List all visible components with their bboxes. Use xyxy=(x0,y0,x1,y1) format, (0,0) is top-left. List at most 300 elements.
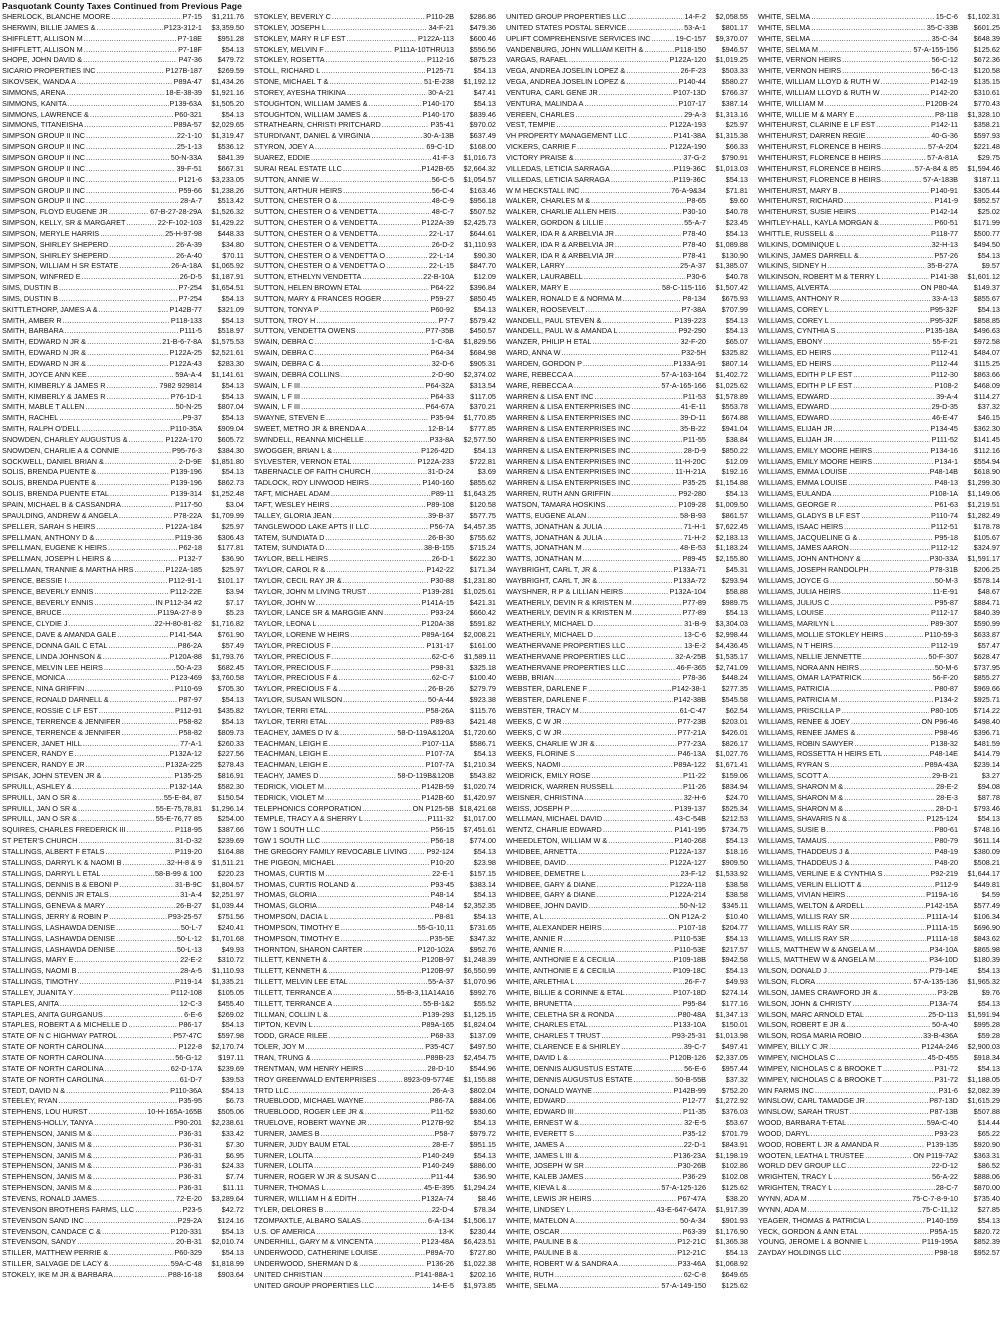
dot-leader xyxy=(290,1086,431,1097)
tax-amount: $1,973.85 xyxy=(463,1280,496,1290)
dot-leader xyxy=(301,402,425,413)
parcel-number: 43-E-647-647A xyxy=(656,1204,706,1214)
parcel-number: 13-C-6 xyxy=(683,630,706,640)
dot-leader xyxy=(88,370,174,381)
parcel-number: P12-21C xyxy=(677,1237,706,1247)
dot-leader xyxy=(60,999,179,1010)
tax-entry xyxy=(254,1140,496,1151)
dot-leader xyxy=(580,186,670,197)
dot-leader xyxy=(352,457,416,468)
dot-leader xyxy=(78,814,155,825)
parcel-number: P119-195A xyxy=(922,1237,958,1247)
owner-name: SIMPSON, SHIRLEY SHEPERD xyxy=(2,250,109,260)
tax-amount: $125.62 xyxy=(973,44,1000,54)
owner-name: SOLIS, BRENDA PUENTE & xyxy=(2,467,97,477)
tax-amount: $54.13 xyxy=(221,1085,244,1095)
tax-amount: $54.13 xyxy=(473,890,496,900)
tax-entry xyxy=(2,240,244,251)
owner-name: SIMS, DUSTIN B xyxy=(2,283,58,293)
dot-leader xyxy=(321,1129,434,1140)
tax-entry xyxy=(506,739,748,750)
owner-name: WILLIAMS, THADDEUS J & xyxy=(758,857,850,867)
dot-leader xyxy=(110,890,179,901)
parcel-number: P60-329 xyxy=(174,1248,202,1258)
tax-amount: $1,770.85 xyxy=(463,413,496,423)
tax-amount: $384.30 xyxy=(217,445,244,455)
tax-amount: $2,425.73 xyxy=(463,218,496,228)
tax-amount: $1,385.07 xyxy=(715,261,748,271)
tax-entry xyxy=(758,1151,1000,1162)
dot-leader xyxy=(862,554,929,565)
tax-amount: $3.94 xyxy=(225,586,244,596)
dot-leader xyxy=(580,1118,683,1129)
tax-amount: $577.49 xyxy=(973,901,1000,911)
owner-name: STALLINGS, LASHAWDA DENISE xyxy=(2,933,116,943)
tax-entry xyxy=(2,1194,244,1205)
parcel-number: 31-D-24 xyxy=(427,467,454,477)
parcel-number: P35-41 xyxy=(430,120,454,130)
tax-entry xyxy=(2,1140,244,1151)
tax-entry xyxy=(254,153,496,164)
dot-leader xyxy=(379,240,431,251)
tax-amount: $1,315.38 xyxy=(715,131,748,141)
dot-leader xyxy=(555,673,682,684)
tax-amount: $5.23 xyxy=(225,608,244,618)
tax-entry xyxy=(758,196,1000,207)
tax-amount: $1,183.24 xyxy=(715,543,748,553)
tax-amount: $54.13 xyxy=(221,467,244,477)
dot-leader xyxy=(93,1183,177,1194)
dot-leader xyxy=(129,435,165,446)
dot-leader xyxy=(95,533,174,544)
owner-name: WILSON, FLORA xyxy=(758,977,816,987)
tax-entry xyxy=(506,533,748,544)
owner-name: WARE, REBECCA A xyxy=(506,380,574,390)
owner-name: SMITH, EDWARD N JR & xyxy=(2,337,87,347)
dot-leader xyxy=(876,955,928,966)
tax-entry xyxy=(2,1020,244,1031)
dot-leader xyxy=(865,901,924,912)
tax-amount: $1,282.49 xyxy=(967,510,1000,520)
owner-name: WILLIAMS, ED HEIRS xyxy=(758,348,832,358)
tax-amount: $54.13 xyxy=(221,716,244,726)
tax-entry xyxy=(758,294,1000,305)
tax-amount: $731.65 xyxy=(469,922,496,932)
tax-amount: $180.39 xyxy=(973,955,1000,965)
owner-name: WILLIAMS, LOUISE xyxy=(758,608,824,618)
tax-entry xyxy=(758,55,1000,66)
tax-entry xyxy=(254,598,496,609)
dot-leader xyxy=(863,673,932,684)
tax-amount: $90.30 xyxy=(473,250,496,260)
dot-leader xyxy=(591,196,685,207)
owner-name: SIMPSON GROUP II INC xyxy=(2,174,85,184)
tax-entry xyxy=(758,912,1000,923)
parcel-number: P80-61 xyxy=(934,825,958,835)
dot-leader xyxy=(576,1216,679,1227)
dot-leader xyxy=(123,858,166,869)
owner-name: WHIDBEE, GARY & DIANE xyxy=(506,890,596,900)
tax-amount: $884.06 xyxy=(469,1096,496,1106)
parcel-number: P122A-214 xyxy=(669,890,706,900)
tax-entry xyxy=(506,110,748,121)
owner-name: SPAIN, MICHAEL B & CASSANDRA xyxy=(2,499,121,509)
tax-amount: $150.54 xyxy=(217,792,244,802)
owner-name: TALLEY, GLORIA JEAN xyxy=(254,510,332,520)
tax-entry xyxy=(254,847,496,858)
tax-amount: $7,622.45 xyxy=(715,521,748,531)
dot-leader xyxy=(603,533,682,544)
dot-leader xyxy=(311,153,432,164)
parcel-number: P93-24 xyxy=(430,608,454,618)
parcel-number: P123-312-1 xyxy=(163,22,202,32)
owner-name: STILLER, MATTHEW PERRIE & xyxy=(2,1248,109,1258)
tax-entry xyxy=(506,847,748,858)
tax-entry xyxy=(506,1172,748,1183)
tax-amount: $748.16 xyxy=(973,825,1000,835)
dot-leader xyxy=(318,890,430,901)
owner-name: WHITE, A L xyxy=(506,912,544,922)
parcel-number: P133A-71 xyxy=(673,565,706,575)
owner-name: TEACHMAN, LEIGH E xyxy=(254,738,328,748)
dot-leader xyxy=(592,337,679,348)
tax-entry xyxy=(2,370,244,381)
tax-amount: $177.16 xyxy=(721,998,748,1008)
parcel-number: P132-14A xyxy=(169,781,202,791)
owner-name: TODD, GRACE RILEE xyxy=(254,1031,328,1041)
owner-name: WILLIAMS, ALVERTA xyxy=(758,283,829,293)
dot-leader xyxy=(321,66,425,77)
owner-name: WHITE, CHARLES T TRUST xyxy=(506,1031,601,1041)
owner-name: SIMPSON GROUP II INC xyxy=(2,152,85,162)
owner-name: SPENCE, BEVERLY ENNIS xyxy=(2,597,94,607)
parcel-number: P107-17 xyxy=(678,98,706,108)
tax-entry xyxy=(506,77,748,88)
parcel-number: P111A-14 xyxy=(926,912,958,922)
tax-entry xyxy=(2,945,244,956)
parcel-number: P112-41 xyxy=(930,348,958,358)
tax-entry xyxy=(758,446,1000,457)
tax-entry xyxy=(758,467,1000,478)
tax-amount: $53.67 xyxy=(725,1118,748,1128)
owner-name: WILKINS, DOMINIQUE L xyxy=(758,239,841,249)
owner-name: WILLIAMS, GEORGE R xyxy=(758,499,837,509)
tax-entry xyxy=(254,760,496,771)
tax-amount: $221.48 xyxy=(973,142,1000,152)
parcel-number: P7-18E xyxy=(177,33,202,43)
owner-name: WILSON, ROBERT E JR & xyxy=(758,1020,846,1030)
owner-name: TURNER, ROGER W JR & SUSAN C xyxy=(254,1172,377,1182)
owner-name: WEIDRICK, WARREN RUSSELL xyxy=(506,781,614,791)
owner-name: WHITE, EVERETT S xyxy=(506,1128,574,1138)
tax-entry xyxy=(2,1118,244,1129)
parcel-number: 46-E-47 xyxy=(932,413,958,423)
tax-entry xyxy=(506,1129,748,1140)
tax-amount: $34.80 xyxy=(221,239,244,249)
tax-amount: $622.30 xyxy=(469,554,496,564)
tax-amount: $597.93 xyxy=(973,131,1000,141)
tax-amount: $450.57 xyxy=(469,326,496,336)
parcel-number: P35-95 xyxy=(178,1096,202,1106)
parcel-number: P77-89 xyxy=(682,608,706,618)
dot-leader xyxy=(567,858,669,869)
parcel-number: P92-219 xyxy=(930,868,958,878)
dot-leader xyxy=(359,1259,425,1270)
parcel-number: 35-B-27A xyxy=(927,261,958,271)
parcel-number: P30-88 xyxy=(430,575,454,585)
dot-leader xyxy=(575,1129,681,1140)
tax-entry xyxy=(254,858,496,869)
dot-leader xyxy=(829,771,931,782)
owner-name: WHIDBEE, ARNETTA xyxy=(506,846,578,856)
tax-amount: $105.67 xyxy=(973,532,1000,542)
parcel-number: P120A-88 xyxy=(169,651,202,661)
tax-amount: $734.75 xyxy=(721,825,748,835)
tax-amount: $1,709.99 xyxy=(211,510,244,520)
owner-name: SIMPSON, WILLIAM H SR ESTATE xyxy=(2,261,119,271)
tax-entry xyxy=(2,955,244,966)
dot-leader xyxy=(86,196,179,207)
owner-name: UNDERWOOD, CATHERINE LOUISE xyxy=(254,1248,378,1258)
dot-leader xyxy=(850,543,930,554)
parcel-number: 57-A-135-136 xyxy=(913,977,958,987)
owner-name: WILLIAMS, JOYCE G xyxy=(758,575,829,585)
tax-amount: $293.94 xyxy=(721,575,748,585)
tax-amount: $580.27 xyxy=(721,77,748,87)
parcel-number: P80-105 xyxy=(930,706,958,715)
tax-amount: $54.13 xyxy=(221,1248,244,1258)
tax-amount: $855.62 xyxy=(469,478,496,488)
tax-entry xyxy=(254,164,496,175)
owner-name: WILLIAMS, ROBIN SAWYER xyxy=(758,738,854,748)
dot-leader xyxy=(105,1053,174,1064)
parcel-number: P142-11 xyxy=(930,120,958,130)
tax-amount: $601.25 xyxy=(973,22,1000,32)
parcel-number: P133-10A xyxy=(673,1020,706,1030)
tax-amount: $239.69 xyxy=(217,1063,244,1073)
owner-name: WHITEHURST, RICHARD xyxy=(758,196,844,206)
tax-amount: $790.91 xyxy=(721,152,748,162)
parcel-number: P133A-91 xyxy=(673,359,706,368)
tax-amount: $29.75 xyxy=(977,152,1000,162)
tax-amount: $10.40 xyxy=(725,912,748,922)
dot-leader xyxy=(377,1172,430,1183)
owner-name: WHITE, ROBERT W & SANDRA A xyxy=(506,1259,619,1269)
tax-amount: $65.22 xyxy=(977,1128,1000,1138)
tax-entry xyxy=(254,695,496,706)
owner-name: WILLIAMS, CYNTHIA S xyxy=(758,326,836,336)
owner-name: WHITE, EDWARD xyxy=(506,1096,566,1106)
owner-name: TAYLOR, PRECIOUS F xyxy=(254,662,331,672)
dot-leader xyxy=(811,23,925,34)
dot-leader xyxy=(545,912,668,923)
parcel-number: 15-C-6 xyxy=(935,12,958,21)
parcel-number: P57-26 xyxy=(934,250,958,260)
tax-entry xyxy=(254,901,496,912)
owner-name: WILLIAMS, SHARON M & xyxy=(758,803,844,813)
tax-entry xyxy=(758,1118,1000,1129)
parcel-number: P123-48A xyxy=(421,1237,454,1247)
tax-entry xyxy=(254,1075,496,1086)
owner-name: TAYLOR, PRECIOUS F & xyxy=(254,684,338,694)
owner-name: WILLIAMS, EBONY xyxy=(758,337,823,347)
parcel-number: 69-C-1D xyxy=(426,142,454,152)
dot-leader xyxy=(118,1031,172,1042)
tax-amount: $644.61 xyxy=(469,228,496,238)
tax-amount: $507.52 xyxy=(469,207,496,217)
dot-leader xyxy=(825,608,930,619)
dot-leader xyxy=(301,381,425,392)
tax-entry xyxy=(254,782,496,793)
tax-entry xyxy=(2,99,244,110)
owner-name: WILLIAMS, VERLINE E & CYNTHIA S xyxy=(758,868,883,878)
dot-leader xyxy=(379,229,428,240)
dot-leader xyxy=(358,1194,421,1205)
parcel-number: 29-D-35 xyxy=(931,402,958,412)
tax-entry xyxy=(506,934,748,945)
owner-name: SIMS, DUSTIN B xyxy=(2,293,58,303)
tax-entry xyxy=(2,836,244,847)
dot-leader xyxy=(830,760,924,771)
dot-leader xyxy=(816,977,912,988)
tax-amount: $49.93 xyxy=(221,944,244,954)
owner-name: WHITE, OSCAR xyxy=(506,1226,560,1236)
tax-amount: $1,070.96 xyxy=(463,977,496,987)
dot-leader xyxy=(325,869,431,880)
tax-entry xyxy=(254,489,496,500)
parcel-number: P136-23A xyxy=(673,1150,706,1160)
dot-leader xyxy=(561,760,672,771)
dot-leader xyxy=(86,164,175,175)
owner-name: STEPHENSON, JANIS M & xyxy=(2,1161,93,1171)
tax-amount: $54.13 xyxy=(725,966,748,976)
parcel-number: P142-19 xyxy=(930,77,958,87)
dot-leader xyxy=(102,1227,169,1238)
parcel-number: ON P119-7A2 xyxy=(913,1150,958,1160)
parcel-number: P98-18 xyxy=(934,1248,958,1258)
dot-leader xyxy=(883,1075,934,1086)
tax-amount: $2,170.74 xyxy=(211,1042,244,1052)
parcel-number: P141-9 xyxy=(934,196,958,206)
parcel-number: P76-1D-1 xyxy=(170,391,202,401)
dot-leader xyxy=(568,1183,661,1194)
owner-name: WHITE, BRUNETTA xyxy=(506,998,573,1008)
tax-entry xyxy=(506,565,748,576)
owner-name: SMITH, AMBER R xyxy=(2,315,62,325)
tax-amount: $1,793.76 xyxy=(211,651,244,661)
owner-name: SOLIS, BRENDA PUENTE & xyxy=(2,478,97,488)
parcel-number: P11-26 xyxy=(683,781,706,791)
tax-amount: $45.31 xyxy=(725,565,748,575)
parcel-number: 55-F-21 xyxy=(932,337,958,347)
parcel-number: 31-A-4 xyxy=(180,890,202,900)
parcel-number: 28-A-7 xyxy=(180,196,202,206)
dot-leader xyxy=(633,598,682,609)
owner-name: THOMAS, GLORIA xyxy=(254,901,317,911)
tax-amount: $1,068.92 xyxy=(715,1259,748,1269)
owner-name: STALLINGS, DENNIS B & EBONI P xyxy=(2,879,119,889)
dot-leader xyxy=(347,34,417,45)
parcel-number: P112-17 xyxy=(930,608,958,618)
tax-entry xyxy=(758,1010,1000,1021)
owner-name: TANGLEWOOD LAKE APTS II LLC xyxy=(254,521,370,531)
dot-leader xyxy=(584,793,682,804)
owner-name: STOUGHTON, WILLIAM JAMES & xyxy=(254,98,368,108)
dot-leader xyxy=(106,901,175,912)
tax-entry xyxy=(254,34,496,45)
parcel-number: P48-14 xyxy=(430,890,454,900)
tax-amount: $735.40 xyxy=(973,1193,1000,1203)
tax-amount: $554.94 xyxy=(973,456,1000,466)
tax-entry xyxy=(254,554,496,565)
tax-amount: $54.13 xyxy=(725,489,748,499)
parcel-number: 28-C-7 xyxy=(935,1183,958,1193)
dot-leader xyxy=(77,77,173,88)
dot-leader xyxy=(865,1010,927,1021)
tax-entry xyxy=(758,240,1000,251)
parcel-number: 39-F-51 xyxy=(176,163,202,173)
dot-leader xyxy=(82,272,179,283)
dot-leader xyxy=(811,12,934,23)
tax-amount: $1,601.12 xyxy=(967,272,1000,282)
dot-leader xyxy=(865,1151,912,1162)
tax-amount: $1,578.89 xyxy=(715,391,748,401)
tax-amount: $951.15 xyxy=(469,1139,496,1149)
parcel-number: 59A-C-48 xyxy=(170,1259,202,1269)
owner-name: STOLL, RICHARD L xyxy=(254,66,321,76)
tax-amount: $1,039.44 xyxy=(211,901,244,911)
dot-leader xyxy=(575,1107,682,1118)
parcel-number: 32-F-20 xyxy=(680,337,706,347)
owner-name: VEGA, ANDREA JOSELIN LOPEZ & xyxy=(506,77,626,87)
dot-leader xyxy=(351,1140,431,1151)
tax-entry xyxy=(758,77,1000,88)
tax-entry xyxy=(254,348,496,359)
owner-name: SMITH, KIMBERLY & JAMES R xyxy=(2,380,106,390)
parcel-number: 28-D-9 xyxy=(683,445,706,455)
dot-leader xyxy=(626,988,672,999)
owner-name: ST PETER'S CHURCH xyxy=(2,836,78,846)
tax-entry xyxy=(2,880,244,891)
tax-amount: $701.79 xyxy=(721,1128,748,1138)
tax-entry xyxy=(254,88,496,99)
owner-name: VANDENBURG, JOHN WILLIAM KEITH & xyxy=(506,44,644,54)
dot-leader xyxy=(329,749,425,760)
dot-leader xyxy=(606,500,677,511)
parcel-number: P77-89 xyxy=(682,597,706,607)
tax-amount: $239.69 xyxy=(217,836,244,846)
dot-leader xyxy=(632,435,682,446)
dot-leader xyxy=(332,641,426,652)
parcel-number: P34-10A xyxy=(929,944,958,954)
owner-name: THOMAS, CURTIS M xyxy=(254,868,325,878)
tax-amount: $503.33 xyxy=(721,66,748,76)
dot-leader xyxy=(370,522,429,533)
owner-name: WEBSTER, DARLENE F xyxy=(506,684,588,694)
tax-entry xyxy=(506,608,748,619)
dot-leader xyxy=(97,478,169,489)
owner-name: WILLIAMS, NELLIE JENNETTE xyxy=(758,651,862,661)
tax-entry xyxy=(758,316,1000,327)
dot-leader xyxy=(615,229,682,240)
tax-entry xyxy=(254,706,496,717)
dot-leader xyxy=(74,988,170,999)
owner-name: THE GREGORY FAMILY REVOCABLE LIVING xyxy=(254,846,408,856)
tax-amount: $101.17 xyxy=(217,575,244,585)
tax-amount: $946.57 xyxy=(721,44,748,54)
parcel-number: 39-D-11 xyxy=(680,413,706,423)
tax-amount: $2,454.75 xyxy=(463,1053,496,1062)
